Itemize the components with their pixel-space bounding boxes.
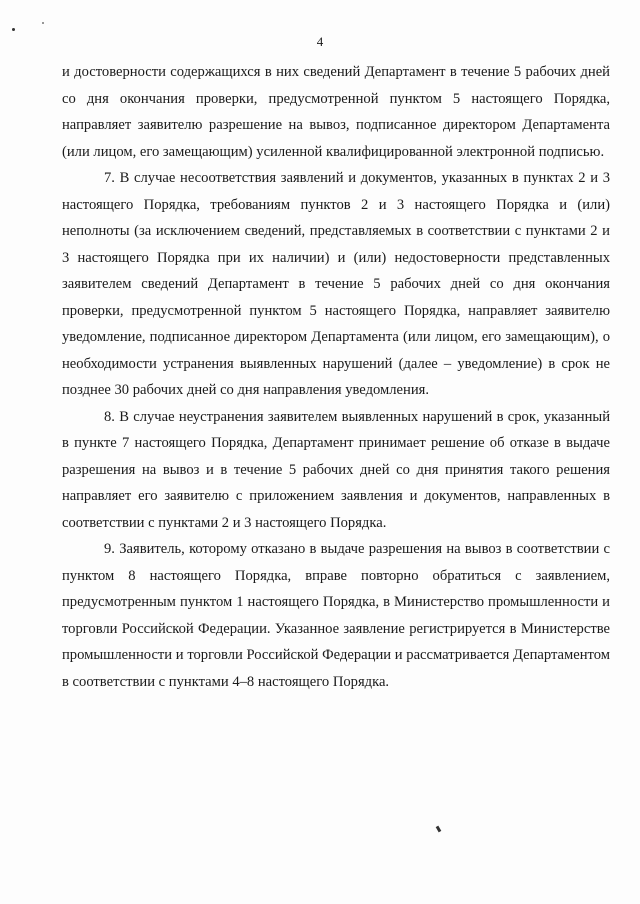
page-number: 4: [316, 34, 324, 49]
paragraph-7: 7. В случае несоответствия заявлений и документов, указанных в пунктах 2 и 3 настоящего Порядка, требованиям пунктов 2 и 3 настоящего Порядка и (или) неполноты (за исключением сведений, представляемых в соответствии с пунктами 2 и 3 настоящего Порядка при их наличии) и (или) недостоверности представленных заявителем сведений Департамент в течение 5 рабочих дней со дня окончания проверки, предусмотренной пунктом 5 настоящего Порядка, направляет заявителю уведомление, подписанное директором Департамента (или лицом, его замещающим), о необходимости устранения выявленных нарушений (далее – уведомление) в срок не позднее 30 рабочих дней со дня направления уведомления.: [62, 170, 610, 398]
paragraph-8: 8. В случае неустранения заявителем выявленных нарушений в срок, указанный в пункте 7 настоящего Порядка, Департамент принимает решение об отказе в выдаче разрешения на вывоз и в течение 5 рабочих дней со дня принятия такого решения направляет его заявителю с приложением заявления и документов, направленных в соответствии с пунктами 2 и 3 настоящего Порядка.: [62, 408, 610, 531]
paragraph-9: 9. Заявитель, которому отказано в выдаче разрешения на вывоз в соответствии с пунктом 8 настоящего Порядка, вправе повторно обратиться с заявлением, предусмотренным пунктом 1 настоящего Порядка, в Министерство промышленности и торговли Российской Федерации. Указанное заявление регистрируется в Министерстве промышленности и торговли Российской Федерации и рассматривается Департаментом в соответствии с пунктами 4–8 настоящего Порядка.: [62, 541, 610, 690]
scan-speck: [12, 28, 15, 31]
document-body: [62, 59, 610, 695]
scan-speck: [436, 826, 442, 833]
paragraph-continuation: и достоверности содержащихся в них сведений Департамент в течение 5 рабочих дней со дня окончания проверки, предусмотренной пунктом 5 настоящего Порядка, направляет заявителю разрешение на вывоз, подписанное директором Департамента (или лицом, его замещающим) усиленной квалифицированной электронной подписью.: [62, 64, 610, 160]
scan-speck: [42, 22, 44, 24]
